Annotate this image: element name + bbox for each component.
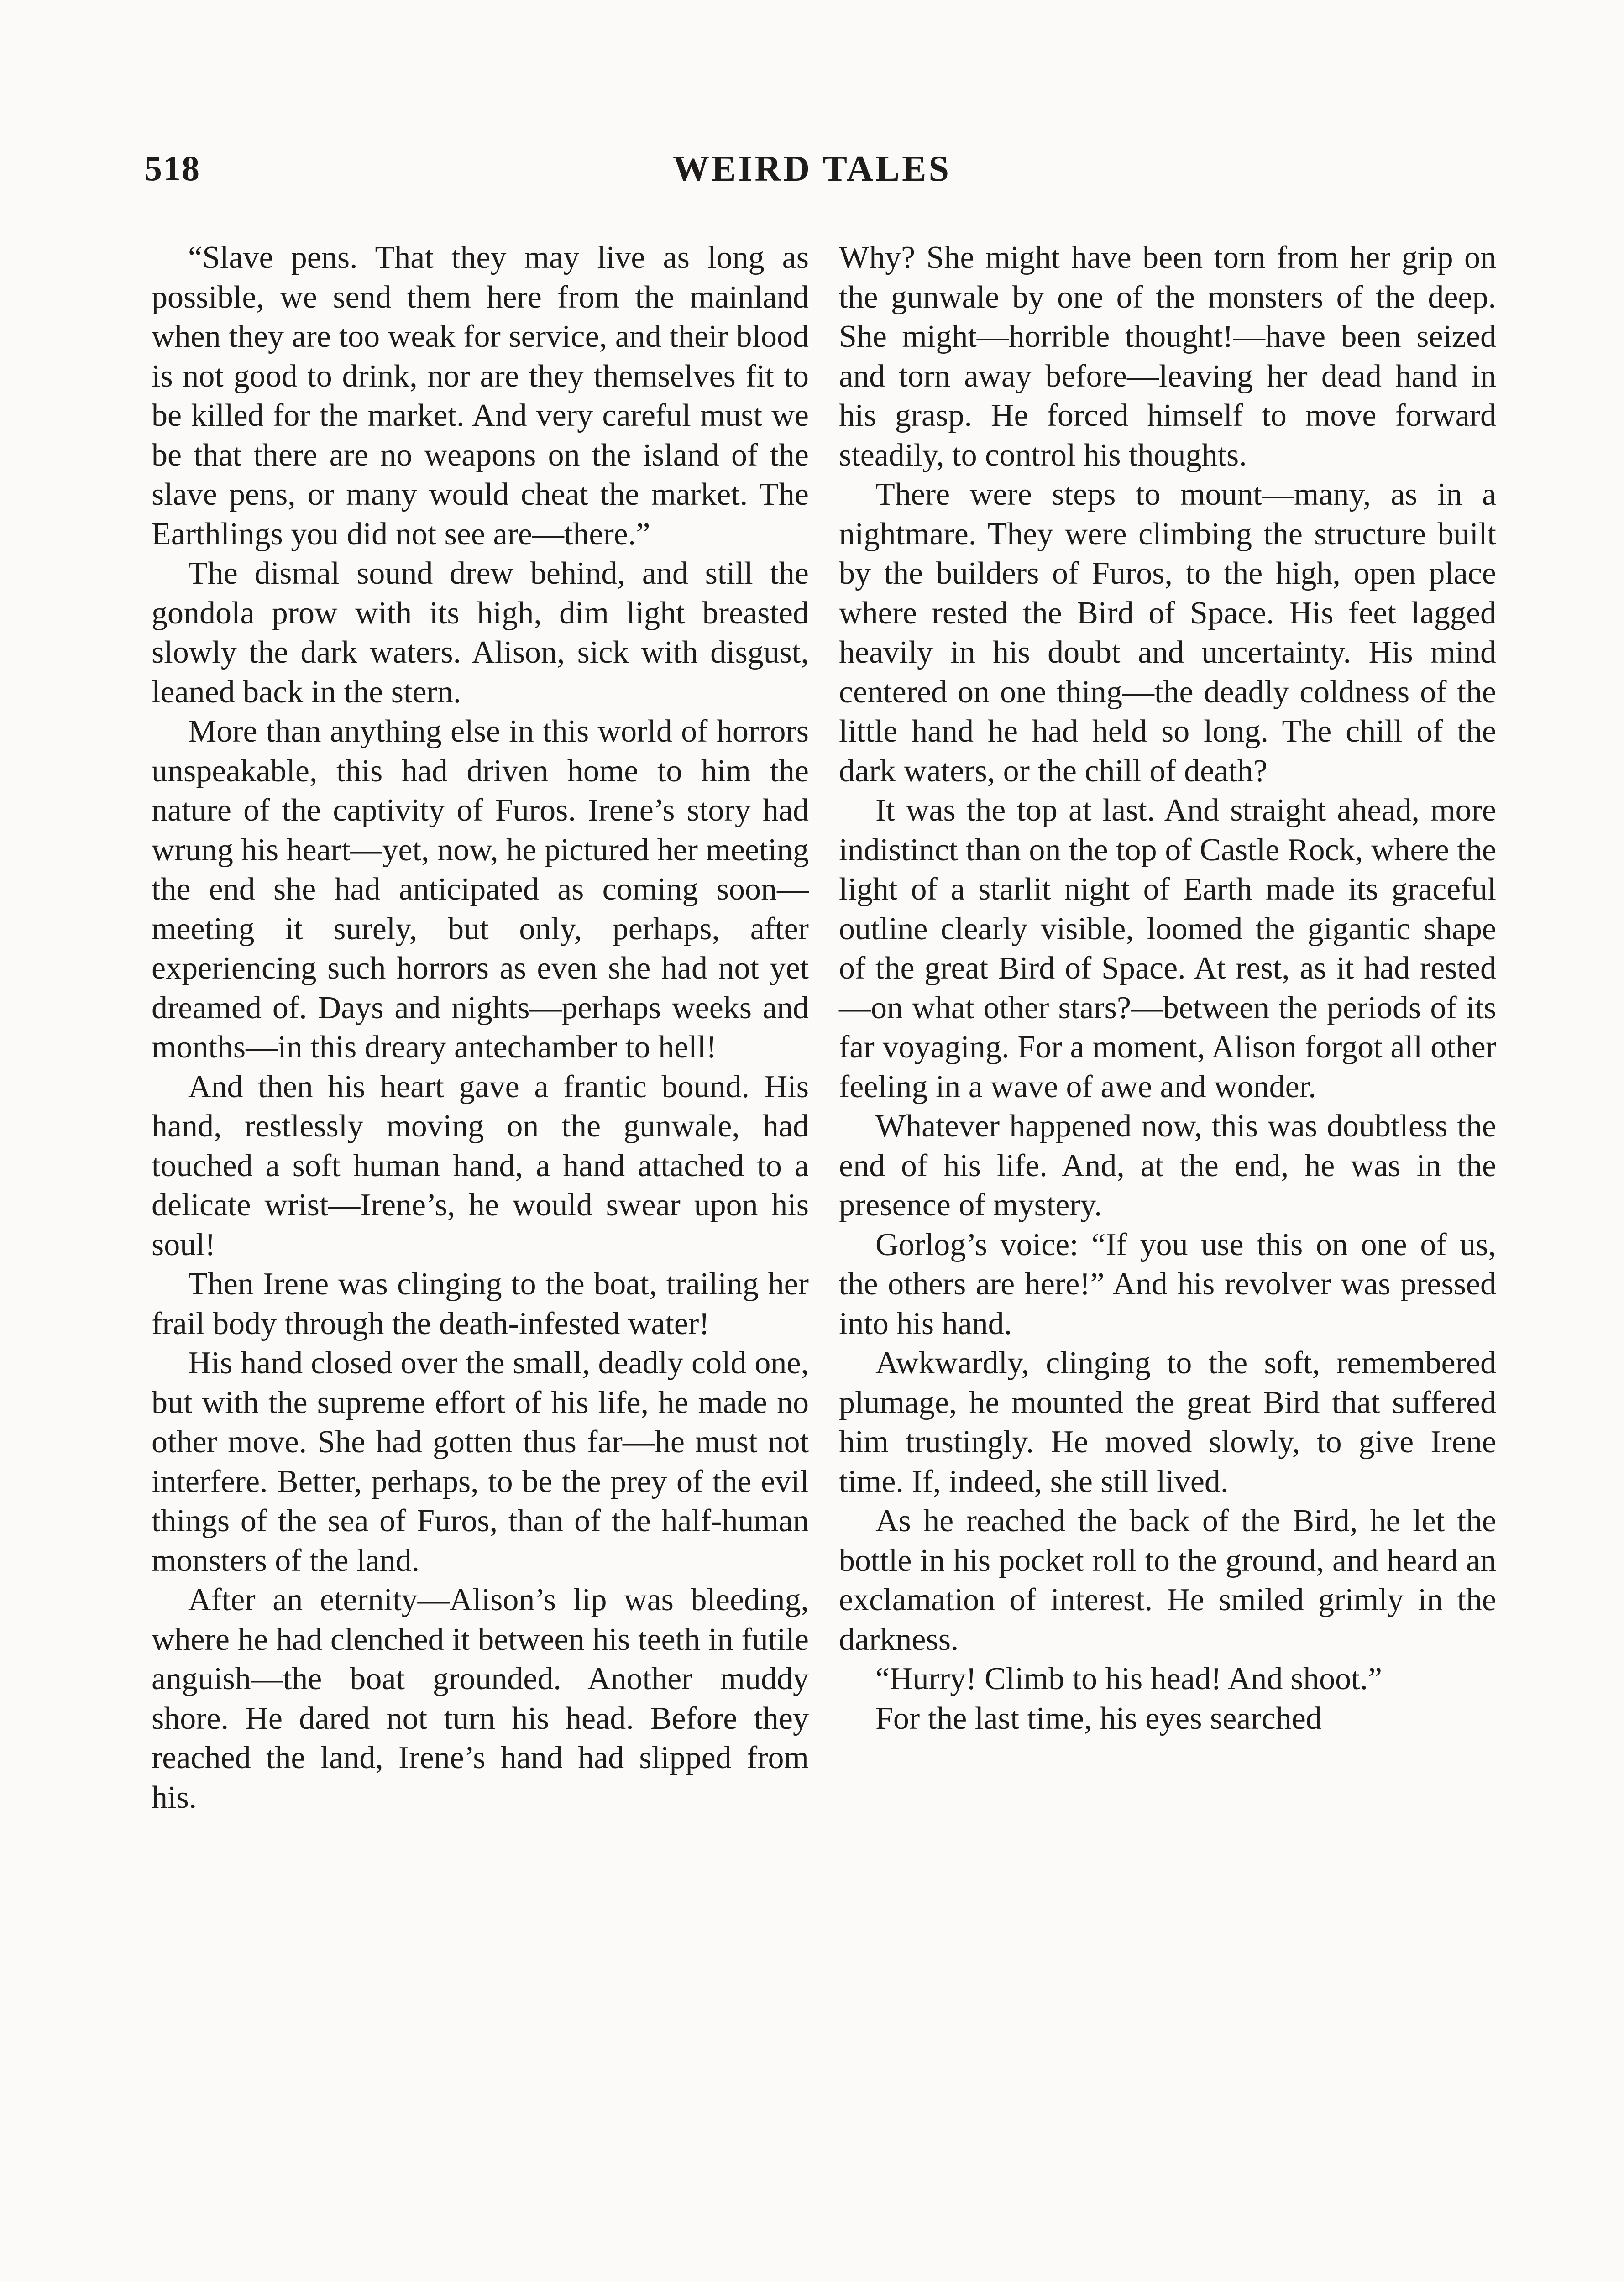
paragraph: As he reached the back of the Bird, he let the bottle in his pocket roll to the ground, and heard an exclamation of interest. He smiled grimly in the darkness. [839,1503,1496,1657]
left-text-column [152,238,809,1817]
paragraph: For the last time, his eyes searched [875,1701,1322,1736]
page-number: 518 [144,148,200,188]
paragraph: Whatever happened now, this was doubtless the end of his life. And, at the end, he was in the presence of mystery. [839,1109,1496,1223]
paragraph: More than anything else in this world of horrors unspeakable, this had driven home to him the nature of the captivity of Furos. Irene’s story had wrung his heart—yet, now, he pictured her meeting the end she had anticipated as coming soon—meeting it surely, but only, perhaps, after experiencing such horrors as even she had not yet dreamed of. Days and nights—perhaps weeks and months—in this dreary antechamber to hell! [152,714,809,1065]
right-text-column [839,238,1496,1738]
paragraph: Awkwardly, clinging to the soft, remembered plumage, he mounted the great Bird that suffered him trustingly. He moved slowly, to give Irene time. If, indeed, she still lived. [839,1345,1496,1499]
paragraph: The dismal sound drew behind, and still the gondola prow with its high, dim light breasted slowly the dark waters. Alison, sick with disgust, leaned back in the stern. [152,556,809,710]
paragraph: It was the top at last. And straight ahead, more indistinct than on the top of Castle Rock, where the light of a starlit night of Earth made its graceful outline clearly visible, loomed the gigantic shape of the great Bird of Space. At rest, as it had rested—on what other stars?—between the periods of its far voyaging. For a moment, Alison forgot all other feeling in a wave of awe and wonder. [839,793,1496,1104]
paragraph: There were steps to mount—many, as in a nightmare. They were climbing the structure built by the builders of Furos, to the high, open place where rested the Bird of Space. His feet lagged heavily in his doubt and uncertainty. His mind centered on one thing—the deadly coldness of the little hand he had held so long. The chill of the dark waters, or the chill of death? [839,477,1496,789]
paragraph: His hand closed over the small, deadly cold one, but with the supreme effort of his life, he made no other move. She had gotten thus far—he must not interfere. Better, perhaps, to be the prey of the evil things of the sea of Furos, than of the half-human monsters of the land. [152,1345,809,1578]
paragraph: And then his heart gave a frantic bound. His hand, restlessly moving on the gunwale, had touched a soft human hand, a hand attached to a delicate wrist—Irene’s, he would swear upon his soul! [152,1069,809,1262]
paragraph: “Hurry! Climb to his head! And shoot.” [875,1661,1383,1696]
paragraph: “Slave pens. That they may live as long as possible, we send them here from the mainland when they are too weak for service, and their blood is not good to drink, nor are they themselves fit to be killed for the market. And very careful must we be that there are no weapons on the island of the slave pens, or many would cheat the market. The Earthlings you did not see are—there.” [152,240,809,552]
paragraph: Gorlog’s voice: “If you use this on one of us, the others are here!” And his revolver was pressed into his hand. [839,1227,1496,1341]
paragraph: After an eternity—Alison’s lip was bleeding, where he had clenched it between his teeth in futile anguish—the boat grounded. Another muddy shore. He dared not turn his head. Before they reached the land, Irene’s hand had slipped from his. [152,1582,809,1815]
running-title: WEIRD TALES [673,149,951,189]
paragraph: Then Irene was clinging to the boat, trailing her frail body through the death-infested water! [152,1267,809,1341]
paragraph-continuation: Why? She might have been torn from her grip on the gunwale by one of the monsters of the deep. She might—horrible thought!—have been seized and torn away before—leaving her dead hand in his grasp. He forced himself to move forward steadily, to control his thoughts. [839,240,1496,473]
